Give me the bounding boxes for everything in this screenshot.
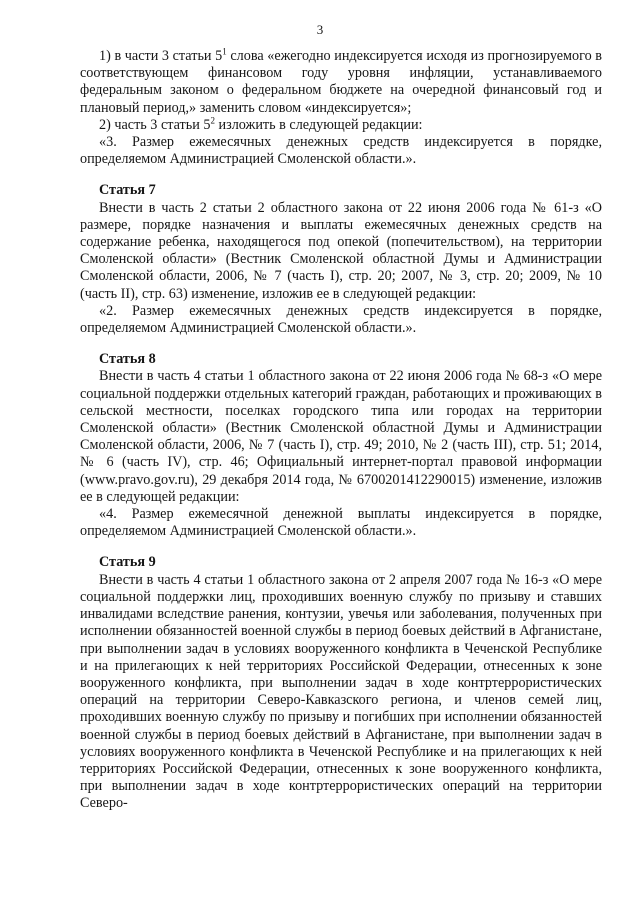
- article-8-quote: [80, 506, 602, 540]
- amendment-item-2-text: изложить в следующей редакции:: [214, 116, 423, 133]
- article-9-heading: [80, 554, 602, 571]
- article-7-heading: [80, 182, 602, 199]
- article-9-text: Внести в часть 4 статьи 1 областного закона от 2 апреля 2007 года № 16-з «О мере социальной поддержки лиц, проходивших военную службу по призыву и ставших инвалидами вследствие ранения, контузии, увечья или заболевания, полученных при исполнении обязанностей военной службы в период боевых действий в Афганистане, при выполнении задач в условиях вооруженного конфликта в Чеченской Республике и на прилегающих к ней территориях Российской Федерации, отнесенных к зоне вооруженного конфликта, при выполнении задач в ходе контртеррористических операций на территории Северо-Кавказского региона, и членов семей лиц, проходивших военную службу по призыву и погибших при исполнении обязанностей военной службы в период боевых действий в Афганистане, при выполнении задач в условиях вооруженного конфликта в Чеченской Республике и на прилегающих к ней территориях Российской Федерации, отнесенных к зоне вооруженного конфликта, при выполнении задач в ходе контртеррористических операций на территории Северо-: [80, 571, 602, 812]
- page-number: 3: [316, 22, 324, 37]
- amendment-quote-text: «3. Размер ежемесячных денежных средств индексируется в порядке, определяемом Администрацией Смоленской области.».: [80, 134, 602, 168]
- superscript-2: 2: [210, 115, 215, 126]
- document-body: [80, 48, 602, 813]
- article-7-paragraph: [80, 200, 602, 303]
- article-8-quote-text: «4. Размер ежемесячной денежной выплаты индексируется в порядке, определяемом Администрацией Смоленской области.».: [80, 506, 602, 540]
- article-8-heading: [80, 351, 602, 368]
- amendment-item-2-prefix: 2) часть 3 статьи 5: [99, 116, 211, 133]
- article-8-title: Статья 8: [99, 351, 156, 368]
- superscript-1: 1: [222, 46, 227, 57]
- article-7-text: Внести в часть 2 статьи 2 областного закона от 22 июня 2006 года № 61-з «О размере, порядке назначения и выплаты ежемесячных денежных средств на содержание ребенка, находящегося под опекой (попечительством), на территории Смоленской области» (Вестник Смоленской областной Думы и Администрации Смоленской области, 2006, № 7 (часть I), стр. 20; 2007, № 3, стр. 20; 2009, № 10 (часть II), стр. 63) изменение, изложив ее в следующей редакции:: [80, 199, 602, 302]
- article-9-title: Статья 9: [99, 554, 156, 571]
- article-9-paragraph: [80, 572, 602, 813]
- article-7-title: Статья 7: [99, 182, 156, 199]
- article-8-text: Внести в часть 4 статьи 1 областного закона от 22 июня 2006 года № 68-з «О мере социальной поддержки отдельных категорий граждан, работающих и проживающих в сельской местности, поселках городского типа или городах на территории Смоленской области» (Вестник Смоленской областной Думы и Администрации Смоленской области, 2006, № 7 (часть I), стр. 49; 2010, № 2 (часть III), стр. 51; 2014, № 6 (часть IV), стр. 46; Официальный интернет-портал правовой информации (www.pravo.gov.ru), 29 декабря 2014 года, № 6700201412290015) изменение, изложив ее в следующей редакции:: [80, 368, 602, 505]
- amendment-item-1-text: слова «ежегодно индексируется исходя из прогнозируемого в соответствующем финансовом году уровня инфляции, устанавливаемого федеральным законом о федеральном бюджете на очередной финансовый год и плановый период,» заменить словом «индексируется»;: [80, 48, 602, 116]
- amendment-quote: [80, 134, 602, 168]
- article-7-quote-text: «2. Размер ежемесячных денежных средств индексируется в порядке, определяемом Администрацией Смоленской области.».: [80, 302, 602, 337]
- article-7-quote: [80, 303, 602, 337]
- amendment-item-1: [80, 48, 602, 117]
- article-8-paragraph: [80, 368, 602, 506]
- amendment-item-2: [80, 117, 602, 134]
- amendment-item-1-prefix: 1) в части 3 статьи 5: [99, 48, 223, 64]
